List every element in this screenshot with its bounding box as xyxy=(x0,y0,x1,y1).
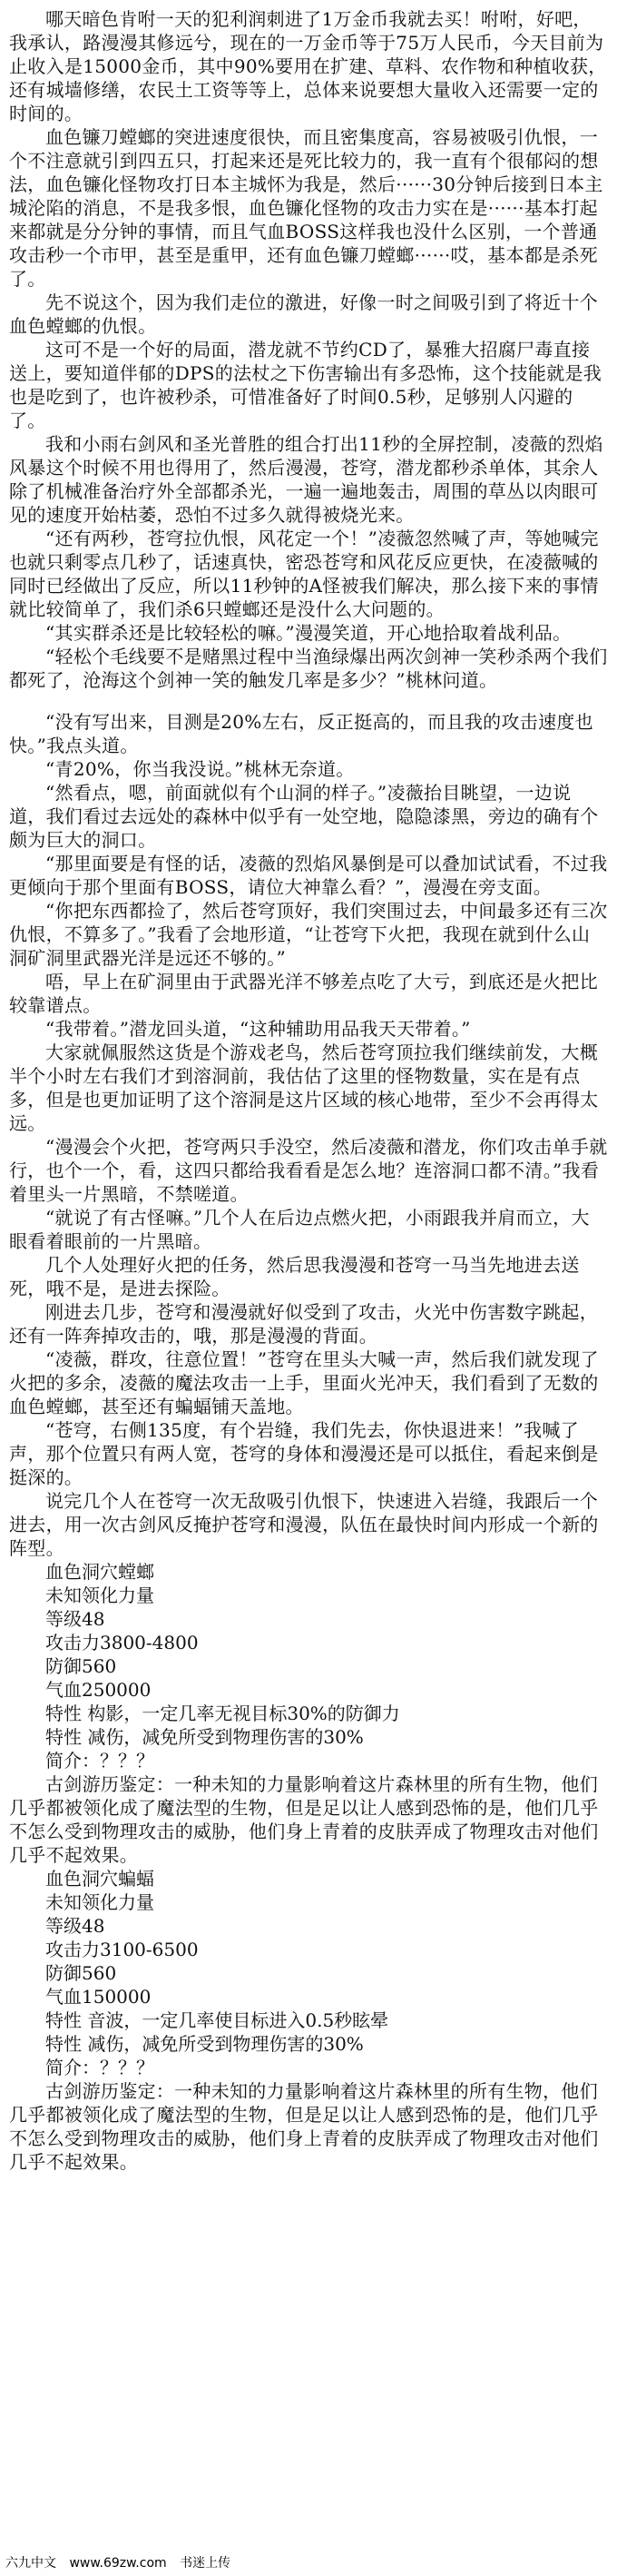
upload-tag: 书迷上传 xyxy=(180,2556,231,2571)
body-paragraph: “还有两秒，苍穹拉仇恨，风花定一个！”凌薇忽然喊了声，等她喊完也就只剩零点几秒了，话速真快，密恐苍穹和风花反应更快，在凌薇喊的同时已经做出了反应，所以11秒钟的A怪被我们解决，那么接下来的事情就比较简单了，我们杀6只螳螂还是没什么大问题的。 xyxy=(9,528,599,620)
monster-name: 血色洞穴螳螂 xyxy=(45,1561,154,1583)
body-paragraph: “就说了有古怪嘛。”几个人在后边点燃火把，小雨跟我并肩而立，大眼看着眼前的一片黑暗。 xyxy=(9,1207,590,1252)
body-paragraph: 刚进去几步，苍穹和漫漫就好似受到了攻击，火光中伤害数字跳起，还有一阵奔掉攻击的，哦，那是漫漫的背面。 xyxy=(9,1301,598,1347)
site-footer xyxy=(0,2551,617,2576)
site-name: 六九中文 xyxy=(5,2556,56,2571)
body-paragraph: 这可不是一个好的局面，潜龙就不节约CD了，暴雅大招腐尸毒直接送上，要知道伴郁的DPS的法杖之下伤害输出有多恐怖，这个技能就是我也是吃到了，也许被秒杀，可惜准备好了时间0.5秒，足够别人闪避的了。 xyxy=(9,339,602,431)
body-paragraph: 几个人处理好火把的任务，然后思我漫漫和苍穹一马当先地进去送死，哦不是，是进去探险。 xyxy=(9,1254,580,1299)
monster-stat-line: 攻击力3800-4800 xyxy=(45,1632,199,1653)
body-paragraph: 说完几个人在苍穹一次无敌吸引仇恨下，快速进入岩缝，我跟后一个进去，用一次古剑风反掩护苍穹和漫漫，队伍在最快时间内形成一个新的阵型。 xyxy=(9,1490,599,1559)
paragraph-group-mid xyxy=(9,710,608,1560)
body-paragraph: “其实群杀还是比较轻松的嘛。”漫漫笑道，开心地拾取着战利品。 xyxy=(45,622,572,644)
body-paragraph: “你把东西都捡了，然后苍穹顶好，我们突围过去，中间最多还有三次仇恨，不算多了。”我看了会地形道，“让苍穹下火把，我现在就到什么山洞矿洞里武器光洋是远还不够的。” xyxy=(9,900,608,969)
site-url: www.69zw.com xyxy=(69,2556,167,2571)
monster-stat-line: 未知领化力量 xyxy=(45,1584,154,1606)
monster-stat-line: 防御560 xyxy=(45,1962,117,1984)
monster-stat-line: 防御560 xyxy=(45,1655,117,1677)
monster-card-mantis xyxy=(9,1560,608,1772)
monster-card-bat xyxy=(9,1867,608,2079)
body-paragraph: 先不说这个，因为我们走位的激进，好像一时之间吸引到了将近十个血色螳螂的仇恨。 xyxy=(9,291,598,337)
paragraph-group-top xyxy=(9,7,608,692)
body-paragraph: “轻松个毛线要不是赌黑过程中当渔绿爆出两次剑神一笑秒杀两个我们都死了，沧海这个剑神一笑的触发几率是多少？”桃林问道。 xyxy=(9,646,608,691)
body-paragraph: “苍穹，右侧135度，有个岩缝，我们先去，你快退进来！”我喊了声，那个位置只有两人宽，苍穹的身体和漫漫还是可以抵住，看起来倒是挺深的。 xyxy=(9,1419,599,1488)
monster-stat-line: 气血250000 xyxy=(45,1679,152,1701)
section-gap xyxy=(9,692,608,710)
body-paragraph: “那里面要是有怪的话，凌薇的烈焰风暴倒是可以叠加试试看，不过我更倾向于那个里面有BOSS，请位大神靠么看？”，漫漫在旁支面。 xyxy=(9,853,608,898)
body-paragraph: 唔，早上在矿洞里由于武器光洋不够差点吃了大亏，到底还是火把比较靠谱点。 xyxy=(9,971,598,1016)
body-paragraph: 我和小雨右剑风和圣光普胜的组合打出11秒的全屏控制，凌薇的烈焰风暴这个时候不用也得用了，然后漫漫，苍穹，潜龙都秒杀单体，其余人除了机械准备治疗外全部都杀光，一遍一遍地轰击，周围的草丛以肉眼可见的速度开始枯萎，恐怕不过多久就得被烧光来。 xyxy=(9,433,603,526)
body-paragraph: “没有写出来，目测是20%左右，反正挺高的，而且我的攻击速度也快。”我点头道。 xyxy=(9,711,593,756)
body-paragraph: “青20%，你当我没说。”桃林无奈道。 xyxy=(45,758,355,780)
monster-stat-line: 攻击力3100-6500 xyxy=(45,1939,199,1960)
monster-stat-line: 特性 减伤，减免所受到物理伤害的30% xyxy=(45,1726,364,1748)
monster-stat-line: 气血150000 xyxy=(45,1986,152,2008)
monster-name: 血色洞穴蝙蝠 xyxy=(45,1868,154,1890)
body-paragraph: “凌薇，群攻，往意位置！”苍穹在里头大喊一声，然后我们就发现了火把的多余，凌薇的魔法攻击一上手，里面火光冲天，我们看到了无数的血色螳螂，甚至还有蝙蝠铺天盖地。 xyxy=(9,1348,599,1417)
monster-stat-line: 等级48 xyxy=(45,1608,105,1630)
monster-stat-line: 特性 构影，一定几率无视目标30%的防御力 xyxy=(45,1703,400,1724)
body-paragraph: “然看点，嗯，前面就似有个山洞的样子。”凌薇抬目眺望，一边说道，我们看过去远处的森林中似乎有一处空地，隐隐漆黑，旁边的确有个颇为巨大的洞口。 xyxy=(9,782,599,851)
appraisal-paragraph: 古剑游历鉴定：一种未知的力量影响着这片森林里的所有生物，他们几乎都被领化成了魔法型的生物，但是足以让人感到恐怖的是，他们几乎不怎么受到物理攻击的威胁，他们身上青着的皮肤弄成了物理攻击对他们几乎不起效果。 xyxy=(9,1773,599,1866)
monster-stat-line: 未知领化力量 xyxy=(45,1891,154,1913)
appraisal-paragraph: 古剑游历鉴定：一种未知的力量影响着这片森林里的所有生物，他们几乎都被领化成了魔法型的生物，但是足以让人感到恐怖的是，他们几乎不怎么受到物理攻击的威胁，他们身上青着的皮肤弄成了物理攻击对他们几乎不起效果。 xyxy=(9,2080,599,2173)
body-paragraph: 血色镰刀螳螂的突进速度很快，而且密集度高，容易被吸引仇恨，一个不注意就引到四五只，打起来还是死比较力的，我一直有个很郁闷的想法，血色镰化怪物攻打日本主城怀为我是，然后······30分钟后接到日本主城沦陷的消息，不是我多恨，血色镰化怪物的攻击力实在是······基本打起来都就是分分钟的事情，而且气血BOSS这样我也没什么区别，一个普通攻击秒一个市甲，甚至是重甲，还有血色镰刀螳螂······哎，基本都是杀死了。 xyxy=(9,126,603,290)
monster-stat-line: 等级48 xyxy=(45,1915,105,1937)
monster-stats xyxy=(9,1890,608,2079)
monster-stat-line: 特性 减伤，减免所受到物理伤害的30% xyxy=(45,2033,364,2055)
body-paragraph: 哪天暗色肯咐一天的犯利润刺进了1万金币我就去买！咐咐，好吧，我承认，路漫漫其修远兮，现在的一万金币等于75万人民币，今天目前为止收入是15000金币，其中90%要用在扩建、草料、农作物和种植收获，还有城墙修缮，农民土工资等等上，总体来说要想大量收入还需要一定的时间的。 xyxy=(9,8,607,124)
monster-stats xyxy=(9,1584,608,1772)
monster-stat-line: 特性 音波，一定几率使目标进入0.5秒眩晕 xyxy=(45,2009,389,2031)
body-paragraph: “漫漫会个火把，苍穹两只手没空，然后凌薇和潜龙，你们攻击单手就行，也个一个，看，这四只都给我看看是怎么地？连溶洞口都不清。”我看着里头一片黑暗，不禁嗟道。 xyxy=(9,1136,608,1205)
body-paragraph: “我带着。”潜龙回头道，“这种辅助用品我天天带着。” xyxy=(45,1018,471,1040)
body-paragraph: 大家就佩服然这货是个游戏老鸟，然后苍穹顶拉我们继续前发，大概半个小时左右我们才到溶洞前，我估估了这里的怪物数量，实在是有点多，但是也更加证明了这个溶洞是这片区域的核心地带，至少不会再得太远。 xyxy=(9,1041,599,1134)
monster-stat-line: 简介：？？？ xyxy=(45,2057,154,2078)
monster-stat-line: 简介：？？？ xyxy=(45,1750,154,1772)
